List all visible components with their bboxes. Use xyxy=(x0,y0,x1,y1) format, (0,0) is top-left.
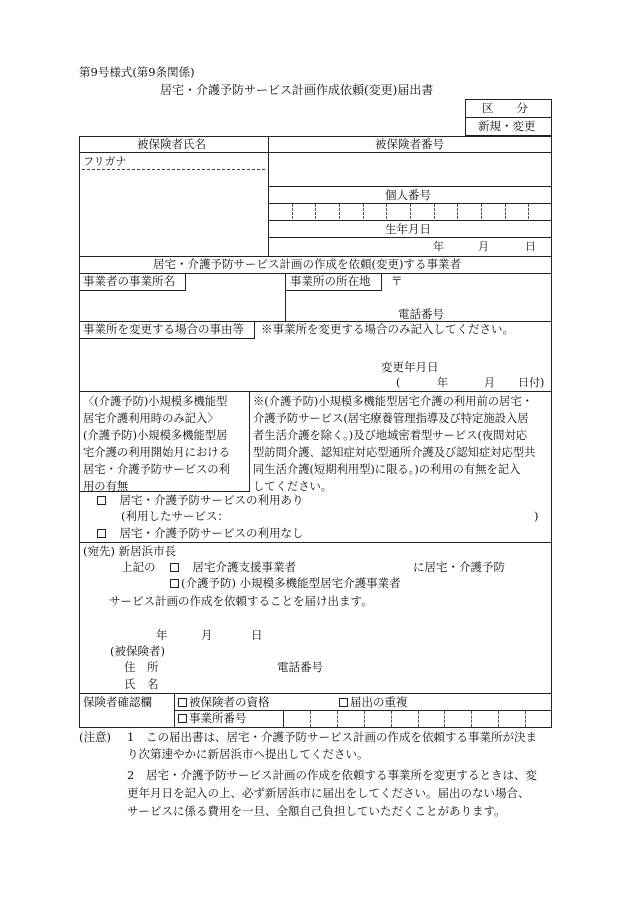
option-service-not-used-label: 居宅・介護予防サービスの利用なし xyxy=(119,526,304,540)
checkbox-service-not-used[interactable] xyxy=(97,529,106,538)
birth-year-label: 年 xyxy=(433,240,444,253)
digit-divider xyxy=(391,711,392,727)
form-number: 第9号様式(第9条関係) xyxy=(79,65,195,79)
checkbox-small-scale-provider[interactable] xyxy=(170,579,179,588)
left-line-5: 居宅・介護予防サービスの利 xyxy=(83,463,230,476)
digit-divider xyxy=(310,711,311,727)
office-name-label: 事業者の事業所名 xyxy=(83,274,175,288)
note1-text xyxy=(146,729,537,746)
checkbox-duplicate[interactable] xyxy=(339,698,348,707)
used-services-field[interactable] xyxy=(230,508,530,524)
insured-name-label: 被保険者氏名 xyxy=(137,137,206,151)
note1-line-1: この届出書は、居宅・介護予防サービス計画の作成を依頼する事業所が決ま xyxy=(146,730,537,744)
decl-address-field[interactable] xyxy=(170,658,270,674)
left-line-3: (介護予防)小規模多機能型居 xyxy=(83,429,228,442)
declaration-line1-prefix: 上記の xyxy=(121,560,156,574)
qualification-label: 被保険者の資格 xyxy=(189,695,270,709)
digit-divider xyxy=(525,711,526,727)
decl-phone-label: 電話番号 xyxy=(277,660,323,674)
digit-divider xyxy=(315,204,316,219)
change-reason-label: 事業所を変更する場合の事由等 xyxy=(83,322,244,336)
digit-divider xyxy=(498,711,499,727)
option-care-support-provider-label: 居宅介護支援事業者 xyxy=(192,560,296,574)
digit-divider xyxy=(364,711,365,727)
digit-divider xyxy=(339,204,340,219)
insured-number-label: 被保険者番号 xyxy=(375,137,444,151)
office-name-field[interactable] xyxy=(80,292,284,321)
option-small-scale-provider-label: (介護予防) 小規模多機能型居宅介護事業者 xyxy=(181,576,401,590)
change-date-label: 変更年月日 xyxy=(381,360,439,374)
used-services-label: (利用したサービス： xyxy=(121,509,229,523)
option-service-used[interactable] xyxy=(97,495,304,507)
option-care-support-provider[interactable] xyxy=(170,562,296,574)
digit-divider xyxy=(410,204,411,219)
digit-divider xyxy=(505,204,506,219)
used-services-close: ) xyxy=(534,509,539,523)
office-address-field[interactable] xyxy=(383,274,551,304)
birth-day-label: 日 xyxy=(525,240,536,253)
insured-tag: (被保険者) xyxy=(110,644,165,658)
option-service-used-label: 居宅・介護予防サービスの利用あり xyxy=(119,493,304,507)
provider-section-title: 居宅・介護予防サービス計画の作成を依頼(変更)する事業者 xyxy=(153,257,461,271)
change-note: ※事業所を変更する場合のみ記入してください。 xyxy=(261,322,514,336)
office-number-field[interactable] xyxy=(283,710,552,728)
postal-mark: 〒 xyxy=(391,274,403,288)
right-line-1: ※(介護予防)小規模多機能型居宅介護の利用前の居宅・ xyxy=(253,395,533,408)
digit-divider xyxy=(471,711,472,727)
insured-name-field[interactable] xyxy=(80,170,267,255)
decl-phone-field[interactable] xyxy=(335,658,535,674)
insured-number-field[interactable] xyxy=(269,153,551,185)
declaration-line1-suffix: に居宅・介護予防 xyxy=(413,560,505,574)
checkbox-qualification[interactable] xyxy=(178,698,187,707)
left-line-1: 〈(介護予防)小規模多機能型 xyxy=(83,395,228,408)
birth-month-label: 月 xyxy=(478,240,489,253)
change-reason-field[interactable] xyxy=(80,340,551,390)
checkbox-care-support-provider[interactable] xyxy=(170,563,179,572)
checkbox-service-used[interactable] xyxy=(97,496,106,505)
note2-text-cont xyxy=(127,784,530,820)
right-line-5: 同生活介護(短期利用型)に限る。)の利用の有無を記入 xyxy=(253,463,521,476)
personal-number-label: 個人番号 xyxy=(385,188,431,202)
decl-month-label: 月 xyxy=(201,628,213,642)
option-small-scale-provider[interactable] xyxy=(170,578,401,590)
left-line-4: 宅介護の利用開始月における xyxy=(83,446,230,459)
note1-number: 1 xyxy=(127,730,135,744)
digit-divider xyxy=(386,204,387,219)
note1-line-2: り次第速やかに新居浜市へ提出してください。 xyxy=(127,747,369,761)
digit-divider xyxy=(418,711,419,727)
change-date-day: 日付) xyxy=(518,376,545,389)
digit-divider xyxy=(481,204,482,219)
checkbox-office-number[interactable] xyxy=(178,714,187,723)
insurer-check-qualification[interactable] xyxy=(178,697,270,709)
form-title: 居宅・介護予防サービス計画作成依頼(変更)届出書 xyxy=(160,83,434,97)
duplicate-label: 届出の重複 xyxy=(350,695,408,709)
digit-divider xyxy=(434,204,435,219)
note2-line-2: 更年月日を記入の上、必ず新居浜市に届出をしてください。届出のない場合、 xyxy=(127,786,530,800)
left-line-6: 用の有無 xyxy=(83,480,129,493)
decl-address-label: 住 所 xyxy=(124,660,159,674)
insurer-check-label: 保険者確認欄 xyxy=(83,695,152,709)
decl-name-label: 氏 名 xyxy=(124,677,159,691)
small-scale-left-text xyxy=(83,393,230,495)
small-scale-right-text xyxy=(253,393,535,495)
digit-divider xyxy=(528,204,529,219)
left-line-2: 居宅介護利用時のみ記入〉 xyxy=(83,412,219,425)
right-line-4: 型訪問介護、認知症対応型通所介護及び認知症対応型共 xyxy=(253,446,536,459)
decl-year-label: 年 xyxy=(156,628,168,642)
furigana-label: フリガナ xyxy=(83,155,127,168)
change-date-month: 月 xyxy=(484,376,495,389)
note2-line-3: サービスに係る費用を一旦、全額自己負担していただくことがあります。 xyxy=(127,804,506,818)
office-number-label: 事業所番号 xyxy=(189,711,247,725)
decl-name-field[interactable] xyxy=(170,675,530,691)
right-line-3: 者生活介護を除く。)及び地域密着型サービス(夜間対応 xyxy=(253,429,528,442)
address-label: 事業所の所在地 xyxy=(290,274,371,288)
change-date-year: 年 xyxy=(437,376,448,389)
digit-divider xyxy=(363,204,364,219)
insurer-check-duplicate[interactable] xyxy=(339,697,408,709)
office-phone-label: 電話番号 xyxy=(398,307,444,321)
decl-day-label: 日 xyxy=(251,628,263,642)
digit-divider xyxy=(337,711,338,727)
digit-divider xyxy=(444,711,445,727)
digit-divider xyxy=(457,204,458,219)
option-service-not-used[interactable] xyxy=(97,528,304,540)
addressee: (宛先) 新居浜市長 xyxy=(83,544,177,558)
change-date-open: ( xyxy=(396,376,401,389)
note2-text-first xyxy=(146,767,537,784)
notes-label: (注意) xyxy=(79,730,111,744)
right-line-6: してください。 xyxy=(253,480,333,493)
note2-number: 2 xyxy=(127,768,135,782)
right-line-2: 介護予防サービス(居宅療養管理指導及び特定施設入居 xyxy=(253,412,529,425)
birth-label: 生年月日 xyxy=(385,222,431,236)
declaration-line3: サービス計画の作成を依頼することを届け出ます。 xyxy=(109,594,373,608)
kubun-label: 区 分 xyxy=(482,101,528,115)
insurer-check-office-number[interactable] xyxy=(178,713,247,725)
kubun-value[interactable]: 新規・変更 xyxy=(478,119,536,133)
note2-line-1: 居宅・介護予防サービス計画の作成を依頼する事業所を変更するときは、変 xyxy=(146,768,537,782)
note1-text-cont xyxy=(127,746,369,763)
digit-divider xyxy=(292,204,293,219)
personal-number-field[interactable] xyxy=(268,203,552,220)
